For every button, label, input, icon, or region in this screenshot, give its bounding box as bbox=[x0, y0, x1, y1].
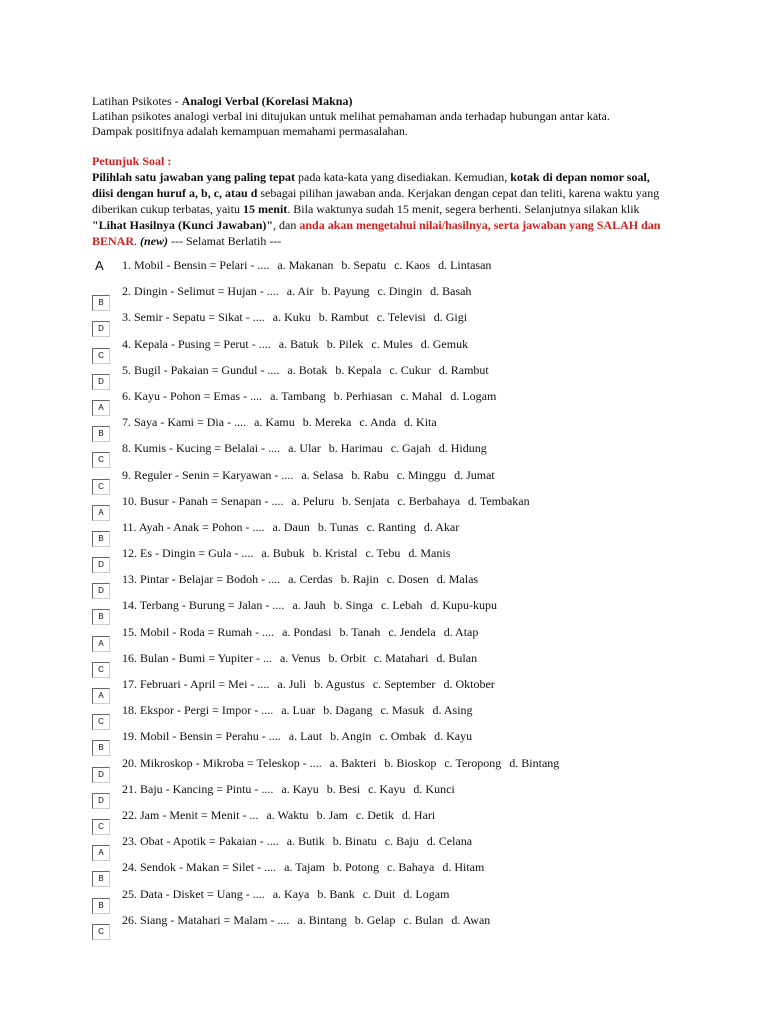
question-row bbox=[92, 363, 692, 389]
option-d: d. Logam bbox=[403, 886, 450, 901]
question-text bbox=[122, 677, 495, 692]
option-c: c. Ranting bbox=[366, 519, 416, 534]
option-a: a. Daun bbox=[272, 519, 310, 534]
option-c: c. Jendela bbox=[388, 624, 436, 639]
option-d: d. Malas bbox=[436, 572, 479, 587]
option-a: a. Air bbox=[286, 284, 314, 299]
option-d: d. Oktober bbox=[443, 677, 495, 691]
answer-box[interactable]: A bbox=[92, 636, 110, 652]
option-b: b. Besi bbox=[326, 781, 361, 796]
question-prompt: 10. Busur - Panah = Senapan - .... bbox=[122, 493, 284, 508]
option-b: b. Rajin bbox=[340, 572, 379, 587]
question-text bbox=[122, 729, 472, 744]
option-c: c. Kayu bbox=[368, 781, 406, 796]
option-d: d. Awan bbox=[451, 912, 491, 927]
question-row bbox=[92, 258, 692, 284]
answer-box[interactable]: B bbox=[92, 609, 110, 625]
option-a: a. Tajam bbox=[284, 860, 326, 875]
question-text bbox=[122, 363, 489, 378]
answer-box[interactable]: C bbox=[92, 819, 110, 835]
instr-bold-3: kotak di depan nomor soal, diisi dengan huruf a, b, c, atau d bbox=[92, 170, 650, 200]
option-b: b. Mereka bbox=[302, 415, 352, 430]
option-c: c. Tebu bbox=[365, 546, 401, 561]
instr-bold-1: Pilihlah satu jawaban yang paling tepat bbox=[92, 170, 296, 184]
option-a: a. Jauh bbox=[292, 598, 326, 613]
option-a: a. Butik bbox=[286, 834, 325, 849]
question-prompt: 4. Kepala - Pusing = Perut - .... bbox=[122, 336, 271, 351]
option-d: d. Hari bbox=[401, 807, 436, 822]
option-c: c. Bahaya bbox=[387, 860, 435, 875]
question-prompt: 6. Kayu - Pohon = Emas - .... bbox=[122, 388, 263, 403]
answer-box[interactable]: D bbox=[92, 557, 110, 573]
question-prompt: 2. Dingin - Selimut = Hujan - .... bbox=[122, 284, 279, 299]
instr-bold-7: "Lihat Hasilnya (Kunci Jawaban)" bbox=[92, 218, 274, 232]
question-row bbox=[92, 703, 692, 729]
option-c: c. Ombak bbox=[379, 729, 427, 744]
option-b: b. Bank bbox=[317, 886, 355, 901]
question-prompt: 24. Sendok - Makan = Silet - .... bbox=[122, 860, 277, 875]
question-row bbox=[92, 520, 692, 546]
option-c: c. Detik bbox=[355, 807, 394, 822]
question-prompt: 18. Ekspor - Pergi = Impor - .... bbox=[122, 703, 274, 718]
question-text bbox=[122, 258, 491, 273]
option-c: c. Dosen bbox=[386, 572, 429, 587]
option-a: a. Botak bbox=[287, 362, 328, 377]
option-a: a. Tambang bbox=[270, 388, 326, 403]
question-prompt: 15. Mobil - Roda = Rumah - .... bbox=[122, 624, 275, 639]
document-page bbox=[92, 94, 662, 249]
option-b: b. Rambut bbox=[318, 310, 369, 325]
option-a: a. Laut bbox=[288, 729, 323, 744]
option-c: c. Kaos bbox=[394, 258, 431, 272]
answer-box[interactable]: C bbox=[92, 348, 110, 364]
option-a: a. Ular bbox=[288, 441, 321, 456]
question-text bbox=[122, 337, 468, 352]
option-c: c. Duit bbox=[362, 886, 396, 901]
option-b: b. Kepala bbox=[335, 362, 382, 377]
option-b: b. Sepatu bbox=[341, 258, 387, 272]
answer-box[interactable]: A bbox=[92, 505, 110, 521]
question-row bbox=[92, 782, 692, 808]
option-a: a. Pondasi bbox=[282, 624, 332, 639]
option-d: d. Basah bbox=[430, 284, 472, 299]
answer-box[interactable]: A bbox=[92, 845, 110, 861]
question-list bbox=[92, 258, 692, 939]
question-text bbox=[122, 808, 435, 823]
question-row bbox=[92, 441, 692, 467]
instr-text-12: --- Selamat Berlatih --- bbox=[168, 234, 282, 248]
title-bold: Analogi Verbal (Korelasi Makna) bbox=[181, 94, 353, 108]
option-c: c. Berbahaya bbox=[397, 493, 461, 508]
option-b: b. Angin bbox=[330, 729, 372, 744]
question-row bbox=[92, 572, 692, 598]
option-a: a. Cerdas bbox=[288, 572, 333, 587]
option-d: d. Asing bbox=[432, 703, 473, 718]
answer-box[interactable]: D bbox=[92, 374, 110, 390]
question-prompt: 26. Siang - Matahari = Malam - .... bbox=[122, 912, 290, 927]
intro-line-2: Dampak positifnya adalah kemampuan memahami permasalahan. bbox=[92, 124, 408, 138]
option-c: c. Teropong bbox=[444, 755, 502, 770]
question-prompt: 25. Data - Disket = Uang - .... bbox=[122, 886, 265, 901]
option-d: d. Kayu bbox=[434, 729, 473, 744]
question-text bbox=[122, 625, 478, 640]
question-prompt: 7. Saya - Kami = Dia - .... bbox=[122, 415, 247, 430]
option-b: b. Kristal bbox=[312, 546, 358, 561]
option-a: a. Batuk bbox=[278, 336, 319, 351]
question-text bbox=[122, 572, 478, 587]
question-row bbox=[92, 546, 692, 572]
option-c: c. Minggu bbox=[396, 467, 447, 482]
answer-box[interactable]: D bbox=[92, 321, 110, 337]
answer-box[interactable]: B bbox=[92, 871, 110, 887]
answer-box[interactable]: C bbox=[92, 714, 110, 730]
option-b: b. Perhiasan bbox=[333, 388, 393, 403]
question-row bbox=[92, 625, 692, 651]
instr-text-6: . Bila waktunya sudah 15 menit, segera berhenti. Selanjutnya silakan klik bbox=[287, 202, 640, 216]
question-text bbox=[122, 782, 455, 797]
question-row bbox=[92, 468, 692, 494]
intro-line-1: Latihan psikotes analogi verbal ini ditujukan untuk melihat pemahaman anda terhadap hubungan antar kata. bbox=[92, 109, 610, 123]
option-d: d. Akar bbox=[423, 519, 460, 534]
option-d: d. Logam bbox=[450, 388, 497, 403]
question-prompt: 21. Baju - Kancing = Pintu - .... bbox=[122, 781, 274, 796]
option-a: a. Waktu bbox=[266, 807, 309, 822]
option-a: a. Bintang bbox=[297, 912, 347, 927]
option-c: c. Lebah bbox=[381, 598, 423, 613]
option-c: c. Bulan bbox=[403, 912, 444, 927]
intro-section bbox=[92, 94, 662, 139]
option-a: a. Kamu bbox=[254, 415, 295, 430]
option-d: d. Celana bbox=[426, 834, 473, 849]
answer-box[interactable]: A bbox=[92, 400, 110, 416]
option-d: d. Lintasan bbox=[438, 258, 492, 272]
question-prompt: 22. Jam - Menit = Menit - ... bbox=[122, 807, 259, 822]
question-prompt: 11. Ayah - Anak = Pohon - .... bbox=[122, 519, 265, 534]
answer-box[interactable]: D bbox=[92, 767, 110, 783]
question-prompt: 3. Semir - Sepatu = Sikat - .... bbox=[122, 310, 265, 325]
option-b: b. Tanah bbox=[339, 624, 381, 639]
option-d: d. Hidung bbox=[438, 441, 487, 456]
option-a: a. Selasa bbox=[301, 467, 344, 482]
question-prompt: 20. Mikroskop - Mikroba = Teleskop - .... bbox=[122, 755, 322, 770]
option-c: c. September bbox=[372, 677, 436, 691]
option-b: b. Bioskop bbox=[384, 755, 437, 770]
document-title bbox=[92, 94, 662, 109]
option-c: c. Gajah bbox=[390, 441, 431, 456]
question-text bbox=[122, 284, 471, 299]
answer-box[interactable]: C bbox=[92, 662, 110, 678]
option-b: b. Payung bbox=[321, 284, 370, 299]
option-d: d. Hitam bbox=[442, 860, 485, 875]
option-b: b. Jam bbox=[316, 807, 348, 822]
option-a: a. Kayu bbox=[281, 781, 319, 796]
option-b: b. Rabu bbox=[351, 467, 389, 482]
answer-box[interactable]: B bbox=[92, 740, 110, 756]
option-b: b. Pilek bbox=[326, 336, 364, 351]
option-b: b. Singa bbox=[333, 598, 374, 613]
answer-box[interactable]: D bbox=[92, 793, 110, 809]
instr-text-4: sebagai pilihan jawaban anda. Kerjakan dengan cepat dan teliti, karena waktu yang diberikan cukup terbatas, yaitu bbox=[92, 186, 660, 216]
question-prompt: 17. Februari - April = Mei - .... bbox=[122, 677, 270, 691]
option-a: a. Juli bbox=[277, 677, 307, 691]
option-c: c. Baju bbox=[384, 834, 419, 849]
option-d: d. Kupu-kupu bbox=[430, 598, 497, 613]
option-b: b. Dagang bbox=[323, 703, 373, 718]
question-text bbox=[122, 860, 484, 875]
question-text bbox=[122, 651, 477, 666]
question-text bbox=[122, 520, 459, 535]
question-prompt: 1. Mobil - Bensin = Pelari - .... bbox=[122, 258, 270, 272]
question-prompt: 14. Terbang - Burung = Jalan - .... bbox=[122, 598, 285, 613]
instr-text-8: , dan bbox=[273, 218, 300, 232]
option-d: d. Rambut bbox=[438, 362, 489, 377]
question-prompt: 19. Mobil - Bensin = Perahu - .... bbox=[122, 729, 281, 744]
option-a: a. Makanan bbox=[277, 258, 334, 272]
question-row bbox=[92, 887, 692, 913]
question-text bbox=[122, 756, 559, 771]
question-row bbox=[92, 808, 692, 834]
option-d: d. Kunci bbox=[413, 781, 455, 796]
answer-box[interactable]: C bbox=[92, 479, 110, 495]
question-row bbox=[92, 284, 692, 310]
option-c: c. Cukur bbox=[389, 362, 431, 377]
instr-red-9: anda akan mengetahui nilai/hasilnya, serta jawaban yang SALAH dan BENAR bbox=[92, 218, 661, 248]
option-a: a. Bakteri bbox=[329, 755, 377, 770]
option-c: c. Masuk bbox=[380, 703, 425, 718]
question-prompt: 13. Pintar - Belajar = Bodoh - .... bbox=[122, 572, 281, 587]
question-text bbox=[122, 415, 437, 430]
answer-box[interactable]: B bbox=[92, 898, 110, 914]
question-text bbox=[122, 913, 490, 928]
question-prompt: 16. Bulan - Bumi = Yupiter - ... bbox=[122, 650, 272, 665]
instr-bold-5: 15 menit bbox=[242, 202, 288, 216]
question-row bbox=[92, 729, 692, 755]
question-prompt: 9. Reguler - Senin = Karyawan - .... bbox=[122, 467, 294, 482]
question-text bbox=[122, 310, 467, 325]
option-d: d. Atap bbox=[443, 624, 479, 639]
question-text bbox=[122, 703, 473, 718]
question-text bbox=[122, 494, 530, 509]
option-d: d. Manis bbox=[408, 546, 451, 561]
option-d: d. Bulan bbox=[436, 650, 478, 665]
option-c: c. Matahari bbox=[373, 650, 429, 665]
option-a: a. Venus bbox=[279, 650, 321, 665]
question-text bbox=[122, 441, 487, 456]
question-text bbox=[122, 834, 472, 849]
option-d: d. Kita bbox=[404, 415, 437, 430]
option-a: a. Peluru bbox=[291, 493, 335, 508]
instructions-section bbox=[92, 153, 662, 249]
option-c: c. Mahal bbox=[400, 388, 443, 403]
instructions-heading: Petunjuk Soal : bbox=[92, 154, 172, 168]
title-prefix: Latihan Psikotes - bbox=[92, 94, 182, 108]
option-b: b. Harimau bbox=[328, 441, 383, 456]
question-prompt: 23. Obat - Apotik = Pakaian - .... bbox=[122, 834, 279, 849]
answer-box[interactable]: D bbox=[92, 583, 110, 599]
answer-box[interactable]: C bbox=[92, 452, 110, 468]
answer-box[interactable]: B bbox=[92, 531, 110, 547]
question-text bbox=[122, 389, 496, 404]
option-b: b. Orbit bbox=[328, 650, 366, 665]
option-d: d. Bintang bbox=[509, 755, 560, 770]
option-b: b. Gelap bbox=[354, 912, 396, 927]
answer-box[interactable]: B bbox=[92, 426, 110, 442]
option-c: c. Dingin bbox=[377, 284, 423, 299]
option-b: b. Agustus bbox=[314, 677, 365, 691]
option-d: d. Tembakan bbox=[468, 493, 530, 508]
question-row bbox=[92, 651, 692, 677]
instr-text-2: pada kata-kata yang disediakan. Kemudian, bbox=[295, 170, 511, 184]
question-text bbox=[122, 598, 497, 613]
question-row bbox=[92, 860, 692, 886]
instr-text-10: . bbox=[134, 234, 141, 248]
question-text bbox=[122, 468, 495, 483]
instr-new-tag: (new) bbox=[140, 234, 169, 248]
question-row bbox=[92, 337, 692, 363]
option-d: d. Jumat bbox=[454, 467, 495, 482]
option-c: c. Mules bbox=[371, 336, 413, 351]
option-b: b. Tunas bbox=[317, 519, 359, 534]
option-c: c. Televisi bbox=[376, 310, 426, 325]
question-row bbox=[92, 310, 692, 336]
option-b: b. Binatu bbox=[332, 834, 377, 849]
question-row bbox=[92, 389, 692, 415]
question-row bbox=[92, 494, 692, 520]
answer-box[interactable]: C bbox=[92, 924, 110, 940]
option-d: d. Gemuk bbox=[420, 336, 469, 351]
option-a: a. Kuku bbox=[272, 310, 311, 325]
first-answer-value: A bbox=[95, 258, 104, 273]
question-row bbox=[92, 415, 692, 441]
option-d: d. Gigi bbox=[433, 310, 468, 325]
question-text bbox=[122, 887, 449, 902]
question-prompt: 8. Kumis - Kucing = Belalai - .... bbox=[122, 441, 281, 456]
question-row bbox=[92, 677, 692, 703]
answer-box[interactable]: A bbox=[92, 688, 110, 704]
option-b: b. Senjata bbox=[342, 493, 390, 508]
question-prompt: 12. Es - Dingin = Gula - .... bbox=[122, 546, 254, 561]
option-a: a. Kaya bbox=[272, 886, 310, 901]
question-row bbox=[92, 598, 692, 624]
question-row bbox=[92, 834, 692, 860]
question-row bbox=[92, 913, 692, 939]
question-row bbox=[92, 756, 692, 782]
question-prompt: 5. Bugil - Pakaian = Gundul - .... bbox=[122, 362, 280, 377]
option-a: a. Luar bbox=[281, 703, 316, 718]
question-text bbox=[122, 546, 450, 561]
answer-box[interactable]: B bbox=[92, 295, 110, 311]
option-a: a. Bubuk bbox=[261, 546, 305, 561]
instructions-text bbox=[92, 169, 662, 249]
option-c: c. Anda bbox=[359, 415, 397, 430]
option-b: b. Potong bbox=[333, 860, 380, 875]
